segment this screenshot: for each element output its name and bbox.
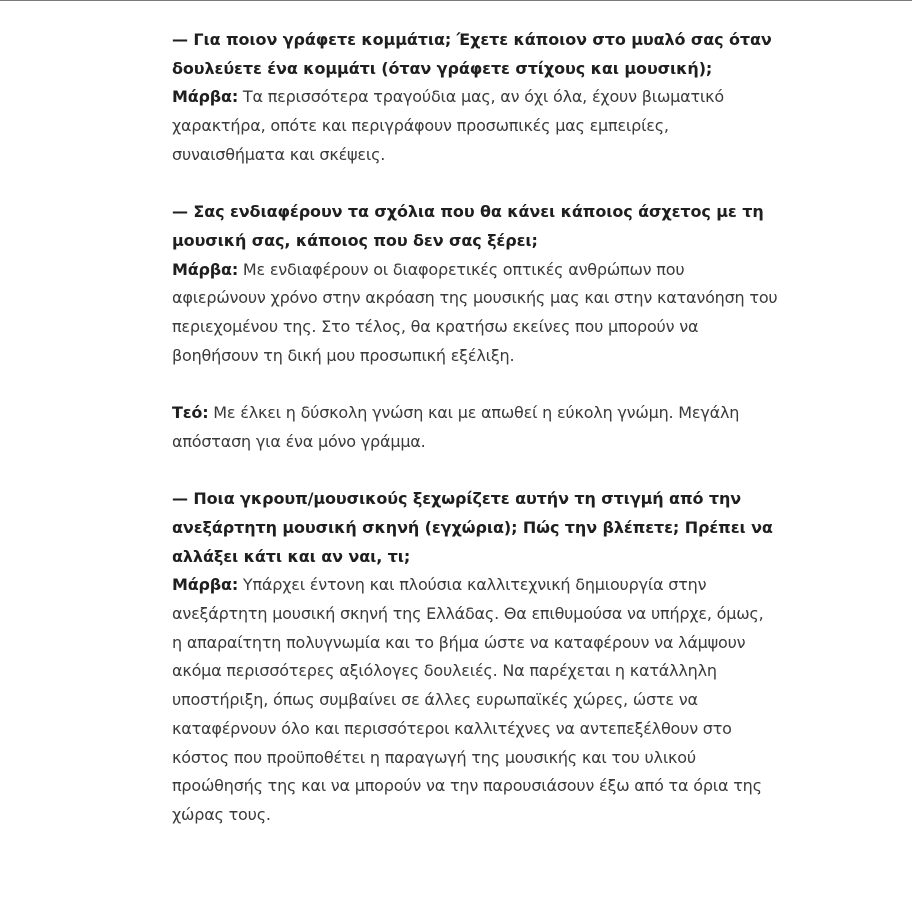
- interview-answer: [172, 399, 778, 456]
- speaker-name: Τεό:: [172, 403, 209, 423]
- speaker-name: Μάρβα:: [172, 87, 239, 107]
- interview-answer: [172, 83, 778, 169]
- speaker-name: Μάρβα:: [172, 259, 239, 279]
- paragraph-spacer: [172, 370, 778, 399]
- interview-question: — Σας ενδιαφέρουν τα σχόλια που θα κάνει κάποιος άσχετος με τη μουσική σας, κάποιος που δεν σας ξέρει;: [172, 202, 764, 250]
- qa-block-1: [172, 26, 778, 170]
- speaker-name: Μάρβα:: [172, 575, 239, 595]
- interview-answer: [172, 571, 778, 829]
- paragraph-spacer: [172, 457, 778, 486]
- answer-text: Με ενδιαφέρουν οι διαφορετικές οπτικές ανθρώπων που αφιερώνουν χρόνο στην ακρόαση της μουσικής μας και στην κατανόηση του περιεχομένου της. Στο τέλος, θα κρατήσω εκείνες που μπορούν να βοηθήσουν τη δική μου προσωπική εξέλιξη.: [172, 259, 778, 365]
- answer-text: Τα περισσότερα τραγούδια μας, αν όχι όλα, έχουν βιωματικό χαρακτήρα, οπότε και περιγράφουν προσωπικές μας εμπειρίες, συναισθήματα και σκέψεις.: [172, 87, 724, 164]
- interview-article: [172, 26, 778, 830]
- answer-text: Υπάρχει έντονη και πλούσια καλλιτεχνική δημιουργία στην ανεξάρτητη μουσική σκηνή της Ελλάδας. Θα επιθυμούσα να υπήρχε, όμως, η απαραίτητη πολυγνωμία και το βήμα ώστε να καταφέρουν να λάμψουν ακόμα περισσότερες αξιόλογες δουλειές. Να παρέχεται η κατάλληλη υποστήριξη, όπως συμβαίνει σε άλλες ευρωπαϊκές χώρες, ώστε να καταφέρνουν όλο και περισσότεροι καλλιτέχνες να αντεπεξέλθουν στο κόστος που προϋποθέτει η παραγωγή της μουσικής και του υλικού προώθησής της και να μπορούν να την παρουσιάσουν έξω από τα όρια της χώρας τους.: [172, 575, 764, 824]
- qa-block-3: [172, 485, 778, 829]
- interview-question: — Ποια γκρουπ/μουσικούς ξεχωρίζετε αυτήν τη στιγμή από την ανεξάρτητη μουσική σκηνή (εγχώρια); Πώς την βλέπετε; Πρέπει να αλλάξει κάτι και αν ναι, τι;: [172, 489, 773, 566]
- interview-question: — Για ποιον γράφετε κομμάτια; Έχετε κάποιον στο μυαλό σας όταν δουλεύετε ένα κομμάτι (όταν γράφετε στίχους και μουσική);: [172, 30, 772, 78]
- paragraph-spacer: [172, 170, 778, 199]
- answer-text: Με έλκει η δύσκολη γνώση και με απωθεί η εύκολη γνώμη. Μεγάλη απόσταση για ένα μόνο γράμμα.: [172, 403, 740, 451]
- top-border: [0, 0, 912, 1]
- interview-answer: [172, 256, 778, 371]
- qa-block-2: [172, 198, 778, 456]
